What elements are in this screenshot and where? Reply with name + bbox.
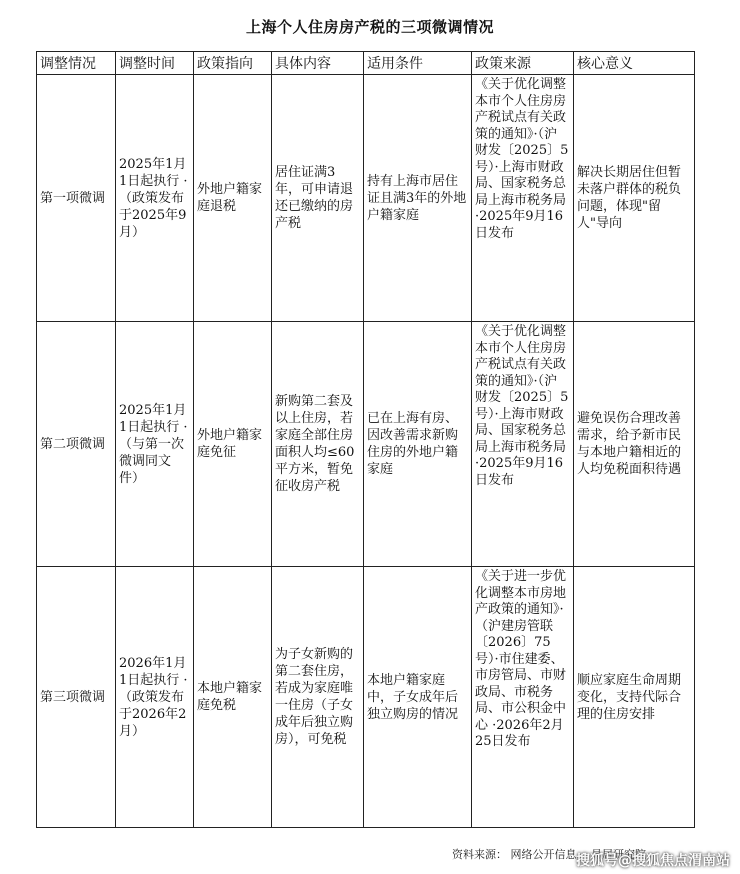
cell-condition: 已在上海有房、因改善需求新购住房的外地户籍家庭	[364, 322, 472, 567]
column-header-direction: 政策指向	[194, 52, 272, 75]
cell-time: 2025年1月1日起执行 ·（政策发布于2025年9月）	[116, 75, 194, 322]
cell-condition: 持有上海市居住证且满3年的外地户籍家庭	[364, 75, 472, 322]
cell-adjustment: 第三项微调	[37, 567, 116, 828]
cell-source: 《关于优化调整本市个人住房房产税试点有关政策的通知》·（沪财发〔2025〕5号）·上海市财政局、国家税务总局上海市税务局 ·2025年9月16日发布	[472, 322, 574, 567]
column-header-content: 具体内容	[272, 52, 364, 75]
cell-content: 居住证满3年，可申请退还已缴纳的房产税	[272, 75, 364, 322]
cell-meaning: 顺应家庭生命周期变化，支持代际合理的住房安排	[574, 567, 695, 828]
cell-adjustment: 第二项微调	[37, 322, 116, 567]
column-header-meaning: 核心意义	[574, 52, 695, 75]
page-title: 上海个人住房房产税的三项微调情况	[245, 18, 494, 36]
table-row	[37, 322, 695, 567]
cell-content: 新购第二套及以上住房，若家庭全部住房面积人均≤60平方米，暂免征收房产税	[272, 322, 364, 567]
column-header-time: 调整时间	[116, 52, 194, 75]
cell-adjustment: 第一项微调	[37, 75, 116, 322]
table-row	[37, 75, 695, 322]
cell-meaning: 避免误伤合理改善需求，给予新市民与本地户籍相近的人均免税面积待遇	[574, 322, 695, 567]
cell-source: 《关于优化调整本市个人住房房产税试点有关政策的通知》·（沪财发〔2025〕5号）·上海市财政局、国家税务总局上海市税务局 ·2025年9月16日发布	[472, 75, 574, 322]
cell-time: 2025年1月1日起执行 ·（与第一次微调同文件）	[116, 322, 194, 567]
policy-table	[36, 51, 695, 828]
cell-meaning: 解决长期居住但暂未落户群体的税负问题，体现"留人"导向	[574, 75, 695, 322]
cell-direction: 本地户籍家庭免税	[194, 567, 272, 828]
table-row	[37, 567, 695, 828]
cell-direction: 外地户籍家庭退税	[194, 75, 272, 322]
cell-direction: 外地户籍家庭免征	[194, 322, 272, 567]
column-header-condition: 适用条件	[364, 52, 472, 75]
cell-time: 2026年1月1日起执行 ·（政策发布于2026年2月）	[116, 567, 194, 828]
cell-condition: 本地户籍家庭中，子女成年后独立购房的情况	[364, 567, 472, 828]
watermark: 搜狐号@搜狐焦点渭南站	[576, 853, 730, 869]
table-header-row	[37, 52, 695, 75]
source-note: 资料来源： 网络公开信息， 易居研究院	[452, 848, 646, 861]
cell-content: 为子女新购的第二套住房，若成为家庭唯一住房（子女成年后独立购房），可免税	[272, 567, 364, 828]
column-header-source: 政策来源	[472, 52, 574, 75]
cell-source: 《关于进一步优化调整本市房地产政策的通知》·（沪建房管联〔2026〕75号）·市住建委、市房管局、市财政局、市税务局、市公积金中心 ·2026年2月25日发布	[472, 567, 574, 828]
column-header-adjustment: 调整情况	[37, 52, 116, 75]
